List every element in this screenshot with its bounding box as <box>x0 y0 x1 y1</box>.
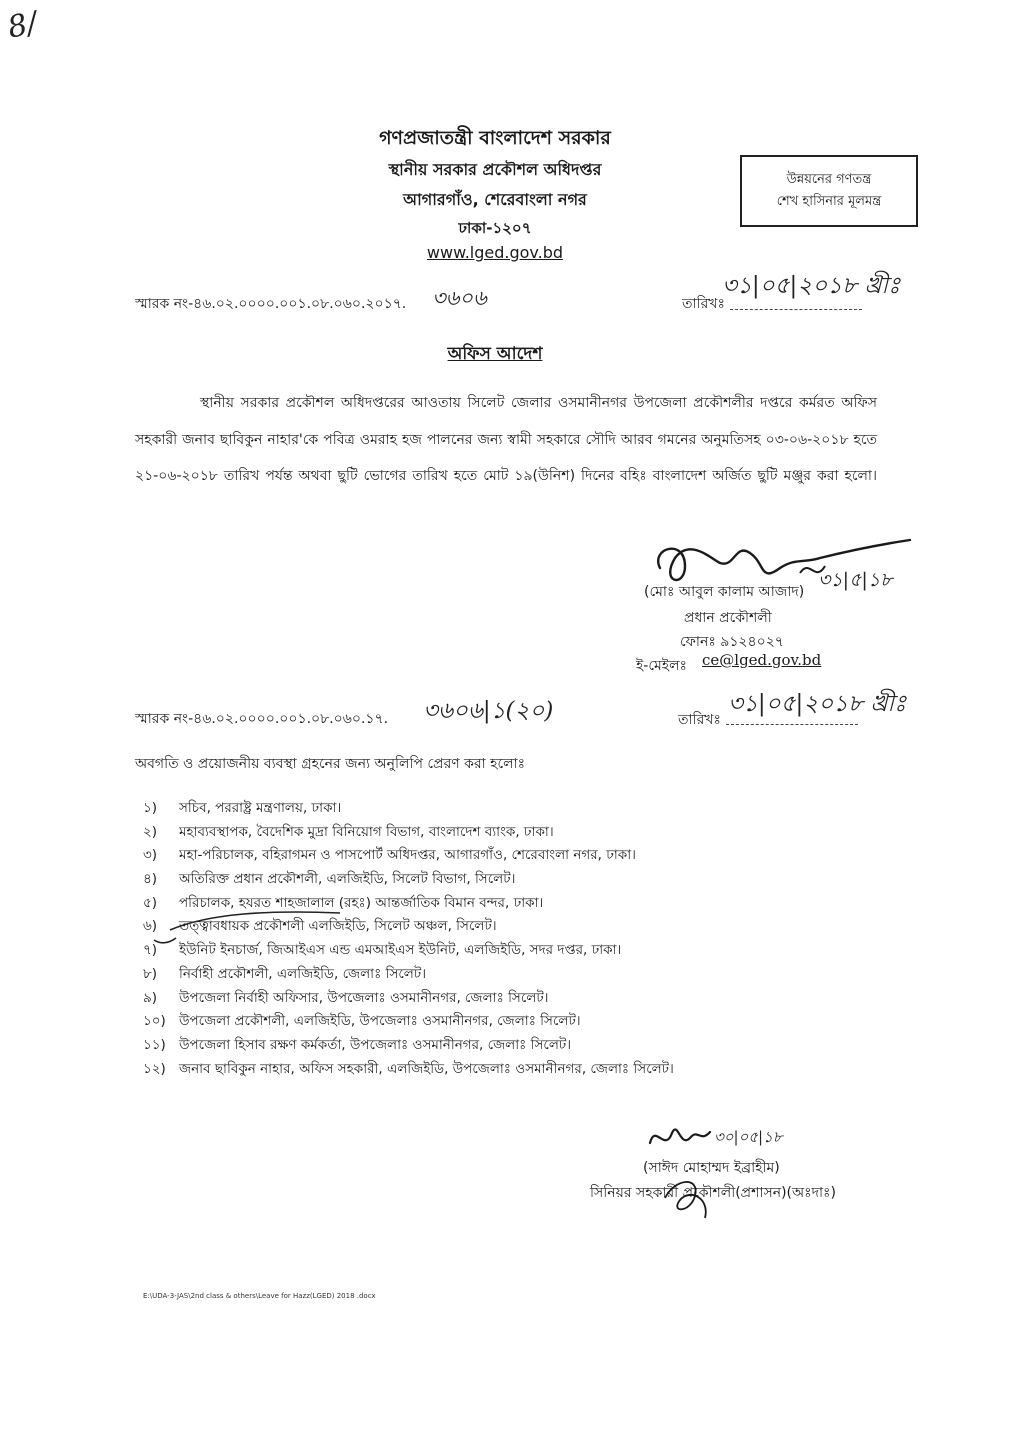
initials-mark <box>655 1168 725 1228</box>
list-item: ১২) জনাব ছাবিকুন নাহার, অফিস সহকারী, এলজিইডি, উপজেলাঃ ওসমানীনগর, জেলাঃ সিলেট। <box>143 1060 674 1077</box>
footer-file-path: E:\UDA-3-JAS\2nd class & others\Leave for Hazz(LGED) 2018 .docx <box>143 1292 376 1300</box>
list-item: ২) মহাব্যবস্থাপক, বৈদেশিক মুদ্রা বিনিয়োগ বিভাগ, বাংলাদেশ ব্যাংক, ঢাকা। <box>143 823 554 840</box>
memo-number-handwritten: ৩৬০৬ <box>432 286 487 310</box>
list-item: ৪) অতিরিক্ত প্রধান প্রকৌশলী, এলজিইডি, সিলেট বিভাগ, সিলেট। <box>143 871 516 888</box>
list-item: ১১) উপজেলা হিসাব রক্ষণ কর্মকর্তা, উপজেলাঃ ওসমানীনগর, জেলাঃ সিলেট। <box>143 1036 572 1053</box>
list-item: ৯) উপজেলা নির্বাহী অফিসার, উপজেলাঃ ওসমানীনগর, জেলাঃ সিলেট। <box>143 989 549 1006</box>
signatory2-name: (সাঈদ মোহাম্মদ ইব্রাহীম) <box>643 1160 780 1176</box>
office-order-title: অফিস আদেশ <box>447 344 543 364</box>
signatory1-email-label: ই-মেইলঃ <box>636 658 687 674</box>
signature-chief-engineer-date: ৩১|৫|১৮ <box>818 569 893 591</box>
signature-senior-engineer-date: ৩০|০৫|১৮ <box>714 1128 783 1146</box>
signature-senior-engineer <box>640 1118 720 1158</box>
header-department: স্থানীয় সরকার প্রকৌশল অধিদপ্তর <box>388 160 602 179</box>
memo2-number-handwritten: ৩৬০৬|১(২০) <box>423 698 554 724</box>
memo-date-line <box>730 309 862 310</box>
memo2-date-line <box>726 724 858 725</box>
motto-box <box>740 155 918 227</box>
pen-mark-strike <box>150 908 350 948</box>
memo2-date-label: তারিখঃ <box>678 712 721 728</box>
signatory1-name: (মোঃ আবুল কালাম আজাদ) <box>644 584 805 600</box>
list-item: ৬) তত্ত্বাবধায়ক প্রকৌশলী এলজিইডি, সিলেট অঞ্চল, সিলেট। <box>143 918 497 935</box>
motto-line-2: শেখ হাসিনার মূলমন্ত্র <box>776 194 882 209</box>
memo2-number-label: স্মারক নং-৪৬.০২.০০০০.০০১.০৮.০৬০.১৭. <box>135 711 389 727</box>
list-item: ১) সচিব, পররাষ্ট্র মন্ত্রণালয়, ঢাকা। <box>143 800 342 816</box>
list-item: ৮) নির্বাহী প্রকৌশলী, এলজিইডি, জেলাঃ সিলেট। <box>143 965 427 982</box>
signatory1-phone: ফোনঃ ৯১২৪০২৭ <box>680 634 784 650</box>
memo-date-handwritten: ৩১|০৫|২০১৮ খ্রীঃ <box>722 273 901 299</box>
list-item: ১০) উপজেলা প্রকৌশলী, এলজিইডি, উপজেলাঃ ওসমানীনগর, জেলাঃ সিলেট। <box>143 1013 581 1030</box>
office-order-body: স্থানীয় সরকার প্রকৌশল অধিদপ্তরের আওতায় সিলেট জেলার ওসমানীনগর উপজেলা প্রকৌশলীর দপ্তরে কর্মরত অফিস সহকারী জনাব ছাবিকুন নাহার'কে পবিত্র ওমরাহ হজ পালনের জন্য স্বামী সহকারে সৌদি আরব গমনের অনুমতিসহ ০৩-০৬-২০১৮ হতে ২১-০৬-২০১৮ তারিখ পর্যন্ত অথবা ছুটি ভোগের তারিখ হতে মোট ১৯(উনিশ) দিনের বহিঃ বাংলাদেশ অর্জিত ছুটি মঞ্জুর করা হলো। <box>135 395 877 484</box>
list-item: ৩) মহা-পরিচালক, বহিরাগমন ও পাসপোর্ট অধিদপ্তর, আগারগাঁও, শেরেবাংলা নগর, ঢাকা। <box>143 847 636 864</box>
memo-number-label: স্মারক নং-৪৬.০২.০০০০.০০১.০৮.০৬০.২০১৭. <box>135 296 407 312</box>
list-item: ৭) ইউনিট ইনচার্জ, জিআইএস এন্ড এমআইএস ইউনিট, এলজিইডি, সদর দপ্তর, ঢাকা। <box>143 942 622 959</box>
list-item: ৫) পরিচালক, হযরত শাহজালাল (রহঃ) আন্তর্জাতিক বিমান বন্দর, ঢাকা। <box>143 894 544 911</box>
motto-line-1: উন্নয়নের গণতন্ত্র <box>786 172 872 187</box>
header-government: গণপ্রজাতন্ত্রী বাংলাদেশ সরকার <box>379 127 611 149</box>
copy-intro: অবগতি ও প্রয়োজনীয় ব্যবস্থা গ্রহনের জন্য অনুলিপি প্রেরণ করা হলোঃ <box>135 756 526 772</box>
memo2-date-handwritten: ৩১|০৫|২০১৮ খ্রীঃ <box>728 691 907 717</box>
signatory1-email[interactable]: ce@lged.gov.bd <box>702 651 822 669</box>
header-address: আগারগাঁও, শেরেবাংলা নগর <box>403 190 587 209</box>
page-number-mark: 8/ <box>4 5 41 46</box>
memo-date-label: তারিখঃ <box>682 296 725 312</box>
header-website[interactable]: www.lged.gov.bd <box>426 243 564 262</box>
signatory2-designation: সিনিয়র সহকারী প্রকৌশলী(প্রশাসন)(অঃদাঃ) <box>590 1185 836 1201</box>
header-city: ঢাকা-১২০৭ <box>458 219 532 237</box>
signatory1-designation: প্রধান প্রকৌশলী <box>684 610 772 626</box>
